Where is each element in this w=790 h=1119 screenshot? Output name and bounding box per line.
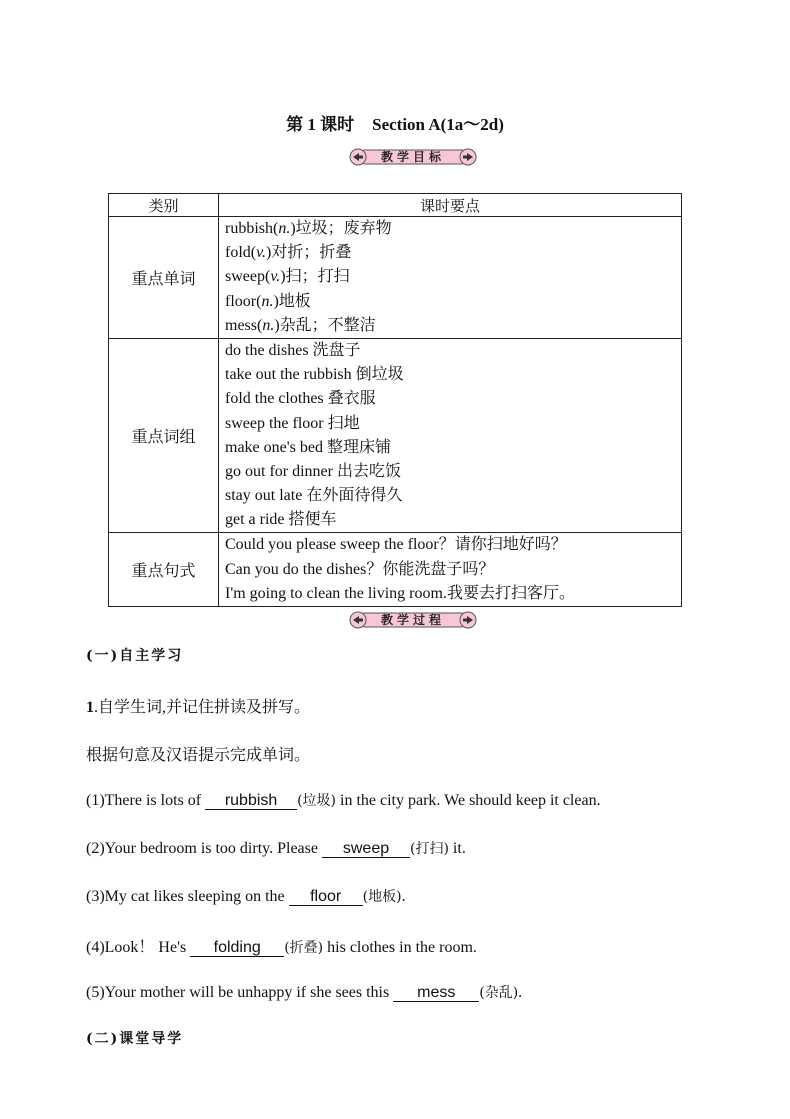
- page-title: [0, 110, 790, 135]
- lesson-points-table: [108, 193, 682, 607]
- sentence-item: I'm going to clean the living room.我要去打扫客厅。: [225, 584, 575, 602]
- word-item: sweep(v.)扫；打扫: [225, 268, 350, 286]
- word-item: rubbish(n.)垃圾；废弃物: [225, 220, 392, 237]
- header-points: 课时要点: [219, 194, 682, 217]
- phrase-item: fold the clothes 叠衣服: [225, 390, 376, 408]
- phrase-item: get a ride 搭便车: [225, 511, 337, 529]
- teaching-goals-banner: [349, 148, 477, 166]
- exercise-line: (4)Look！ He's folding (折叠) his clothes in the room.: [86, 939, 477, 956]
- phrase-item: stay out late 在外面待得久: [225, 487, 403, 505]
- exercise-line: (5)Your mother will be unhappy if she sees this mess (杂乱).: [86, 984, 523, 1001]
- answer-blank: floor: [289, 888, 363, 906]
- word-item: floor(n.)地板: [225, 292, 311, 310]
- header-category: 类别: [109, 194, 219, 217]
- class-guide-heading: (二)课堂导学: [86, 1031, 184, 1047]
- category-cell: 重点句式: [109, 533, 219, 607]
- table-header-row: [109, 194, 682, 217]
- section-label: Section A(1a～2d): [372, 115, 504, 134]
- exercise-line: (1)There is lots of rubbish (垃圾) in the city park. We should keep it clean.: [86, 792, 601, 809]
- exercise-line: (3)My cat likes sleeping on the floor (地板).: [86, 888, 406, 905]
- self-study-heading: (一)自主学习: [86, 648, 184, 664]
- answer-blank: rubbish: [205, 792, 297, 810]
- exercise-line: (2)Your bedroom is too dirty. Please sweep (打扫) it.: [86, 840, 466, 857]
- phrase-item: make one's bed 整理床铺: [225, 438, 391, 456]
- banner-text: 教学目标: [380, 150, 445, 164]
- phrase-item: sweep the floor 扫地: [225, 414, 360, 432]
- table-row: [109, 217, 682, 339]
- items-cell: [219, 533, 682, 607]
- teaching-process-banner: [349, 611, 477, 629]
- lesson-label: 第 1 课时: [286, 115, 355, 134]
- answer-blank: folding: [190, 939, 284, 957]
- answer-blank: sweep: [322, 840, 410, 858]
- instruction-line: 根据句意及汉语提示完成单词。: [86, 747, 311, 764]
- task-text: .自学生词,并记住拼读及拼写。: [94, 699, 311, 716]
- phrase-item: take out the rubbish 倒垃圾: [225, 366, 404, 384]
- task-line: [86, 694, 310, 717]
- task-number: 1: [86, 699, 94, 716]
- category-cell: 重点单词: [109, 217, 219, 339]
- answer-blank: mess: [393, 984, 479, 1002]
- phrase-item: go out for dinner 出去吃饭: [225, 462, 401, 480]
- banner-text: 教学过程: [380, 613, 445, 627]
- sentence-item: Could you please sweep the floor？请你扫地好吗？: [225, 536, 567, 554]
- table-row: [109, 338, 682, 533]
- category-cell: 重点词组: [109, 338, 219, 533]
- items-cell: [219, 338, 682, 533]
- sentence-item: Can you do the dishes？你能洗盘子吗？: [225, 560, 495, 578]
- phrase-item: do the dishes 洗盘子: [225, 341, 361, 359]
- word-item: fold(v.)对折；折叠: [225, 244, 352, 262]
- word-item: mess(n.)杂乱；不整洁: [225, 316, 376, 334]
- table-row: [109, 533, 682, 607]
- items-cell: [219, 217, 682, 339]
